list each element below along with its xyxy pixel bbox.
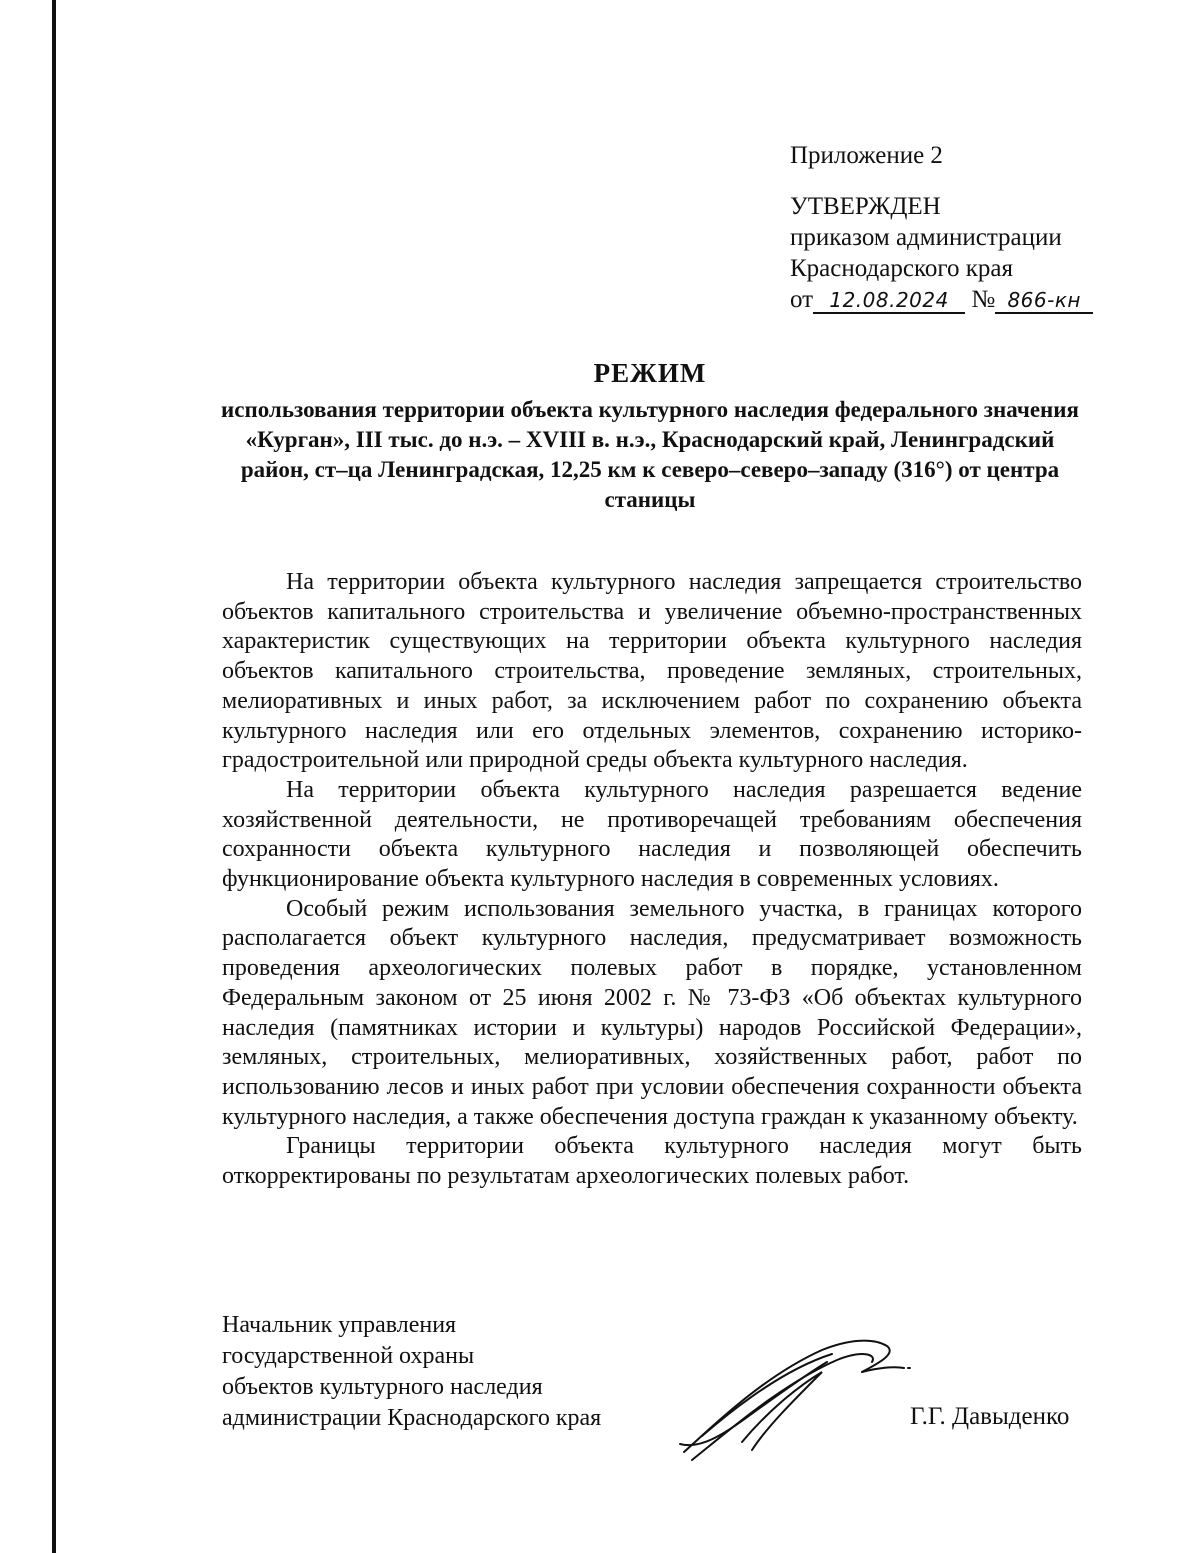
signatory-line: государственной охраны: [222, 1343, 475, 1369]
order-number: 866-кн: [995, 288, 1093, 314]
order-date-number-line: [790, 284, 1093, 315]
paragraph: Особый режим использования земельного участка, в границах которого располагается объект культурного наследия, предусматривает возможность проведения археологических полевых работ в порядке, установленном Федеральным законом от 25 июня 2002 г. № 73-ФЗ «Об объектах культурного наследия (памятниках истории и культуры) народов Российской Федерации», земляных, строительных, мелиоративных, хозяйственных работ, работ по использованию лесов и иных работ при условии обеспечения сохранности объекта культурного наследия, а также обеспечения доступа граждан к указанному объекту.: [222, 895, 1082, 1130]
number-label: №: [971, 286, 996, 313]
title-main: РЕЖИМ: [593, 358, 707, 388]
approved-heading: УТВЕРЖДЕН: [790, 193, 941, 220]
signatory-line: администрации Краснодарского края: [222, 1405, 602, 1431]
scan-edge-line: [52, 0, 56, 1553]
approved-by-line: приказом администрации: [790, 224, 1062, 251]
signatory-line: объектов культурного наследия: [222, 1374, 543, 1400]
annex-label: Приложение 2: [790, 142, 943, 169]
approved-region-line: Краснодарского края: [790, 255, 1013, 282]
document-body: [222, 568, 1082, 1192]
document-title: [215, 358, 1085, 515]
paragraph: На территории объекта культурного наследия запрещается строительство объектов капитального строительства и увеличение объемно-пространственных характеристик существующих на территории объекта культурного наследия объектов капитального строительства, проведение земляных, строительных, мелиоративных и иных работ, за исключением работ по сохранению объекта культурного наследия или его отдельных элементов, сохранению историко-градостроительной или природной среды объекта культурного наследия.: [222, 569, 1082, 774]
signatory-position: [222, 1310, 601, 1434]
handwritten-signature: [672, 1332, 912, 1467]
title-subtitle: использования территории объекта культурного наследия федерального значения «Курган», III тыс. до н.э. – XVIII в. н.э., Краснодарский край, Ленинградский район, ст–ца Ленинградская, 12,25 км к северо–северо–западу (316°) от центра станицы: [221, 397, 1079, 512]
paragraph: На территории объекта культурного наследия разрешается ведение хозяйственной деятельности, не противоречащей требованиям обеспечения сохранности объекта культурного наследия и позволяющей обеспечить функционирование объекта культурного наследия в современных условиях.: [222, 776, 1082, 893]
from-label: от: [790, 286, 814, 313]
paragraph: Границы территории объекта культурного наследия могут быть откорректированы по результатам археологических полевых работ.: [222, 1133, 1082, 1190]
signatory-line: Начальник управления: [222, 1312, 457, 1338]
approval-block: [790, 140, 1093, 315]
signatory-name: Г.Г. Давыденко: [910, 1403, 1070, 1430]
order-date: 12.08.2024: [813, 288, 965, 314]
